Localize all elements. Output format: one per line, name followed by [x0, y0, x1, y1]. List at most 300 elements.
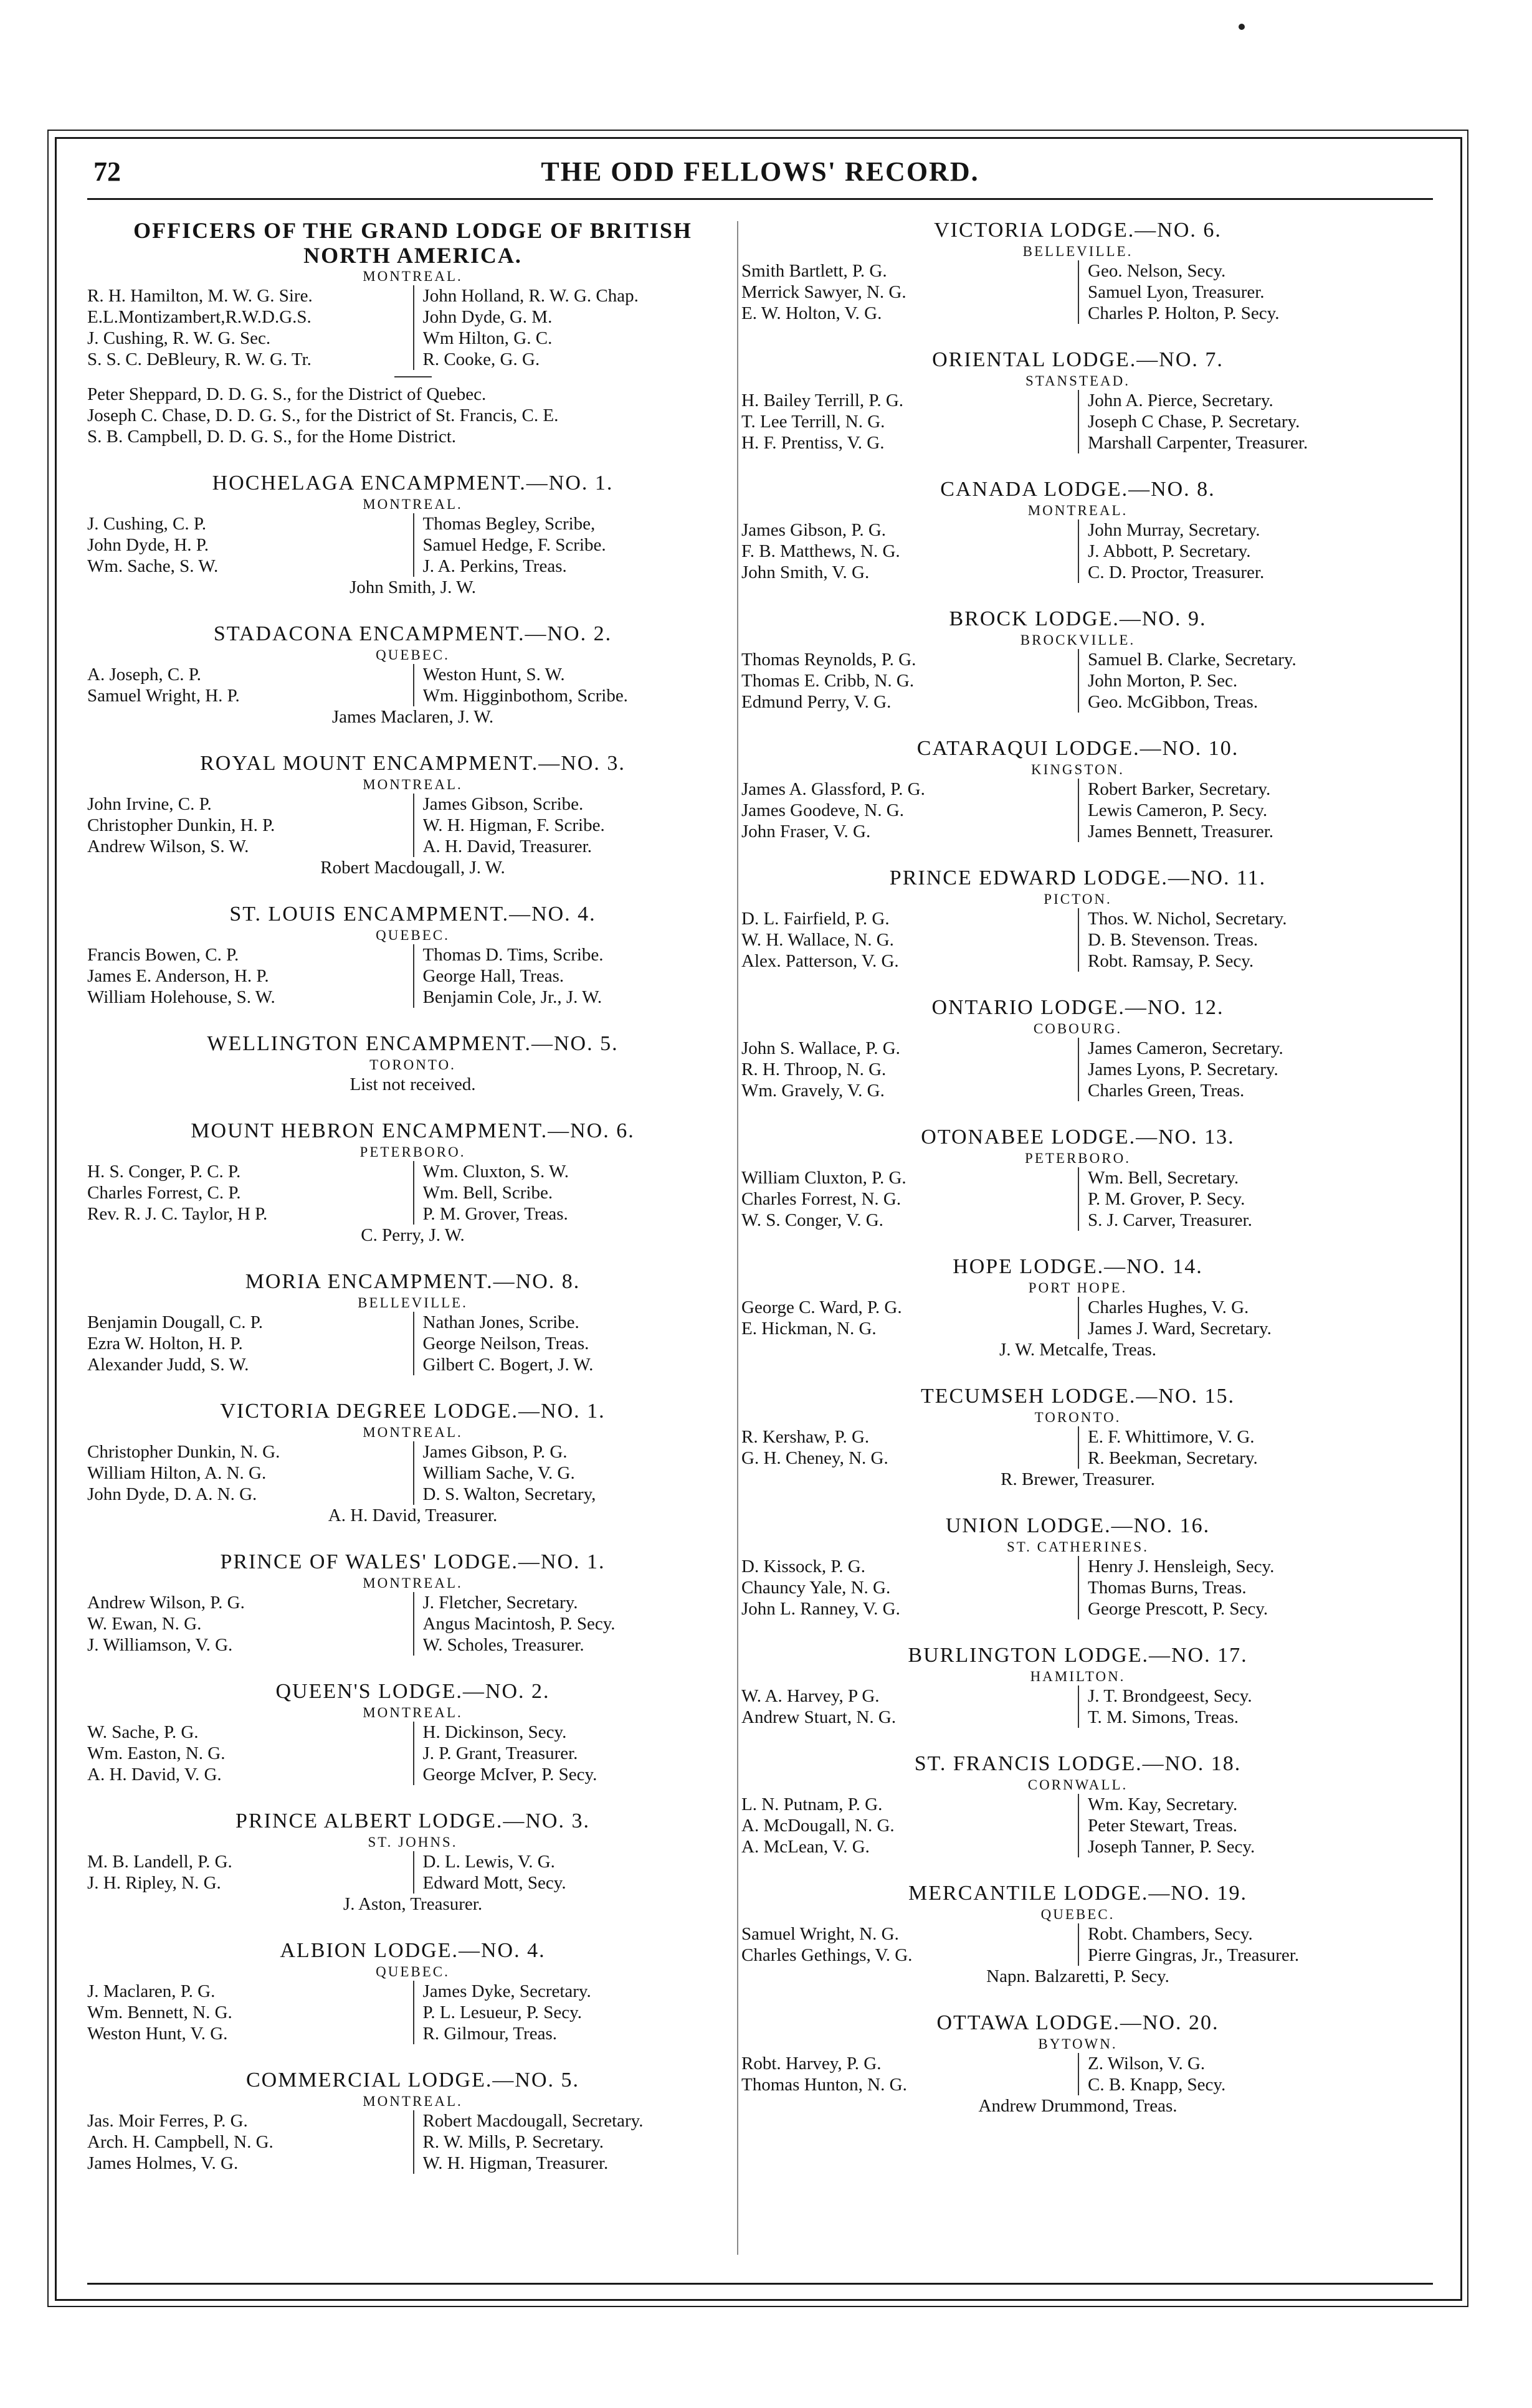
officer-entry: T. M. Simons, Treas.	[1088, 1707, 1239, 1727]
officer-entry: Merrick Sawyer, N. G.	[741, 282, 906, 302]
officer-entry: W. Ewan, N. G.	[87, 1614, 202, 1634]
footer-rule	[87, 2283, 1433, 2285]
officer-entry: John L. Ranney, V. G.	[741, 1599, 900, 1619]
officer-columns	[87, 1722, 738, 1785]
officer-entry: James Bennett, Treasurer.	[1088, 822, 1274, 841]
officers-left	[87, 664, 413, 706]
officer-entry: George C. Ward, P. G.	[741, 1297, 902, 1317]
lodge-place: KINGSTON.	[1031, 762, 1125, 777]
officer-entry: J. H. Ripley, N. G.	[87, 1873, 221, 1893]
officer-entry: Jas. Moir Ferres, P. G.	[87, 2111, 248, 2131]
officer-entry: Charles Gethings, V. G.	[741, 1945, 913, 1965]
officer-entry: Alex. Patterson, V. G.	[741, 951, 899, 971]
officer-entry: Arch. H. Campbell, N. G.	[87, 2132, 274, 2152]
lodge-section	[741, 348, 1414, 453]
officer-entry: H. Bailey Terrill, P. G.	[741, 391, 904, 410]
officer-entry: J. A. Perkins, Treas.	[422, 556, 567, 576]
officer-columns	[741, 260, 1414, 324]
officer-entry: Charles P. Holton, P. Secy.	[1088, 303, 1280, 323]
officer-entry: Robt. Ramsay, P. Secy.	[1088, 951, 1254, 971]
lodge-title: ALBION LODGE.—NO. 4.	[280, 1939, 546, 1962]
officer-entry: Wm. Cluxton, S. W.	[422, 1162, 569, 1182]
officer-entry: James Holmes, V. G.	[87, 2153, 239, 2173]
officer-footer: Robert Macdougall, J. W.	[320, 858, 505, 878]
lodge-place: QUEBEC.	[1040, 1907, 1115, 1922]
officer-entry: Joseph Tanner, P. Secy.	[1088, 1837, 1255, 1857]
officer-columns	[87, 513, 738, 577]
lodge-title: HOCHELAGA ENCAMPMENT.—NO. 1.	[212, 472, 614, 495]
page-number: 72	[93, 156, 121, 187]
officers-right	[1078, 1426, 1414, 1469]
lodge-place: COBOURG.	[1033, 1021, 1123, 1036]
officer-entry: J. Williamson, V. G.	[87, 1635, 233, 1655]
lodge-section	[87, 902, 738, 1008]
lodge-section	[741, 736, 1414, 842]
officer-entry: Benjamin Dougall, C. P.	[87, 1312, 263, 1332]
officers-right	[413, 1161, 739, 1225]
lodge-place: STANSTEAD.	[1025, 373, 1131, 389]
officer-entry: James Lyons, P. Secretary.	[1088, 1059, 1278, 1079]
officer-columns	[87, 1851, 738, 1894]
lodge-section	[87, 1269, 738, 1375]
officer-columns	[87, 2110, 738, 2174]
officer-entry: Thomas Hunton, N. G.	[741, 2075, 907, 2095]
officer-entry: Robt. Harvey, P. G.	[741, 2054, 882, 2074]
officer-entry: James Gibson, P. G.	[741, 520, 887, 540]
lodge-place: MONTREAL.	[363, 777, 463, 792]
officer-entry: Robert Barker, Secretary.	[1088, 779, 1271, 799]
officers-left	[87, 1722, 413, 1785]
officer-entry: R. W. Mills, P. Secretary.	[422, 2132, 604, 2152]
officer-entry: P. M. Grover, P. Secy.	[1088, 1189, 1245, 1209]
officer-entry: A. H. David, Treasurer.	[422, 837, 592, 856]
lodge-title: ST. FRANCIS LODGE.—NO. 18.	[914, 1752, 1242, 1775]
officer-columns	[87, 1441, 738, 1505]
lodge-title: ST. LOUIS ENCAMPMENT.—NO. 4.	[229, 903, 596, 926]
lodge-title: VICTORIA LODGE.—NO. 6.	[934, 219, 1222, 242]
officers-left	[741, 1297, 1078, 1339]
short-rule	[394, 376, 432, 377]
officer-entry: Thos. W. Nichol, Secretary.	[1088, 909, 1287, 929]
officer-entry: Edward Mott, Secy.	[422, 1873, 566, 1893]
officer-entry: H. S. Conger, P. C. P.	[87, 1162, 241, 1182]
officer-columns	[741, 1685, 1414, 1728]
officer-entry: E. Hickman, N. G.	[741, 1319, 877, 1339]
lodge-section	[87, 218, 738, 447]
officer-entry: D. L. Lewis, V. G.	[422, 1852, 555, 1872]
lodge-section	[87, 1550, 738, 1656]
officer-entry: Thomas E. Cribb, N. G.	[741, 671, 915, 691]
officer-entry: J. T. Brondgeest, Secy.	[1088, 1686, 1252, 1706]
lodge-section	[741, 1384, 1414, 1490]
officer-columns	[741, 1794, 1414, 1857]
lodge-section	[87, 1119, 738, 1246]
officers-left	[87, 794, 413, 857]
officer-entry: James Dyke, Secretary.	[422, 1981, 591, 2001]
lodge-title: COMMERCIAL LODGE.—NO. 5.	[245, 2069, 579, 2092]
officers-left	[741, 260, 1078, 324]
officer-footer: James Maclaren, J. W.	[331, 707, 494, 727]
officer-entry: J. Abbott, P. Secretary.	[1088, 541, 1251, 561]
officer-columns	[741, 649, 1414, 713]
lodge-title: PRINCE ALBERT LODGE.—NO. 3.	[236, 1809, 590, 1832]
officer-entry: William Hilton, A. N. G.	[87, 1463, 267, 1483]
lodge-section	[741, 2011, 1414, 2116]
officer-columns	[87, 944, 738, 1008]
officer-columns	[741, 1297, 1414, 1339]
officer-entry: Peter Stewart, Treas.	[1088, 1816, 1238, 1836]
lodge-section	[741, 1125, 1414, 1231]
officers-left	[87, 1441, 413, 1505]
officer-entry: Wm. Bennett, N. G.	[87, 2003, 232, 2022]
officer-entry: Wm Hilton, G. C.	[422, 328, 553, 348]
lodge-place: BELLEVILLE.	[358, 1295, 468, 1311]
officers-right	[413, 1851, 739, 1894]
officer-entry: Charles Forrest, N. G.	[741, 1189, 902, 1209]
officer-entry: George McIver, P. Secy.	[422, 1765, 597, 1785]
lodge-section	[87, 1809, 738, 1915]
officers-left	[741, 1038, 1078, 1101]
officers-left	[741, 1685, 1078, 1728]
officers-left	[87, 1161, 413, 1225]
officer-entry: R. Cooke, G. G.	[422, 349, 540, 369]
officer-entry: W. A. Harvey, P G.	[741, 1686, 880, 1706]
officer-entry: Charles Green, Treas.	[1088, 1081, 1245, 1101]
officer-entry: John A. Pierce, Secretary.	[1088, 391, 1273, 410]
officer-entry: R. Gilmour, Treas.	[422, 2024, 558, 2044]
officer-entry: Christopher Dunkin, H. P.	[87, 815, 275, 835]
officer-columns	[741, 2053, 1414, 2095]
officer-entry: J. Cushing, C. P.	[87, 514, 206, 534]
officer-entry: George Prescott, P. Secy.	[1088, 1599, 1268, 1619]
officer-entry: Geo. McGibbon, Treas.	[1088, 692, 1258, 712]
officers-left	[741, 908, 1078, 972]
officer-entry: Christopher Dunkin, N. G.	[87, 1442, 280, 1462]
lodge-section	[87, 1679, 738, 1785]
officer-columns	[87, 1312, 738, 1375]
officers-right	[1078, 908, 1414, 972]
officer-footer: Napn. Balzaretti, P. Secy.	[986, 1966, 1169, 1986]
lodge-title: OFFICERS OF THE GRAND LODGE OF BRITISH NORTH AMERICA.	[133, 218, 692, 268]
officer-entry: John Morton, P. Sec.	[1088, 671, 1238, 691]
officer-entry: James E. Anderson, H. P.	[87, 966, 269, 986]
officer-entry: E. W. Holton, V. G.	[741, 303, 882, 323]
officer-entry: Ezra W. Holton, H. P.	[87, 1334, 243, 1353]
officers-left	[741, 779, 1078, 842]
officer-entry: E. F. Whittimore, V. G.	[1088, 1427, 1255, 1447]
officer-entry: H. Dickinson, Secy.	[422, 1722, 567, 1742]
lodge-place: BYTOWN.	[1038, 2036, 1118, 2052]
officer-footer: C. Perry, J. W.	[361, 1225, 465, 1245]
officer-entry: Benjamin Cole, Jr., J. W.	[422, 987, 602, 1007]
ink-speck	[1239, 24, 1245, 30]
lodge-section	[87, 1399, 738, 1526]
officer-entry: Thomas D. Tims, Scribe.	[422, 945, 604, 965]
officer-entry: Weston Hunt, V. G.	[87, 2024, 228, 2044]
officer-entry: Nathan Jones, Scribe.	[422, 1312, 579, 1332]
officer-entry: Charles Hughes, V. G.	[1088, 1297, 1249, 1317]
officers-right	[413, 1592, 739, 1656]
officer-entry: S. S. C. DeBleury, R. W. G. Tr.	[87, 349, 312, 369]
officer-columns	[87, 1592, 738, 1656]
column-divider	[737, 221, 738, 2255]
lodge-title: UNION LODGE.—NO. 16.	[945, 1514, 1211, 1537]
lodge-title: VICTORIA DEGREE LODGE.—NO. 1.	[220, 1400, 606, 1423]
lodge-title: ROYAL MOUNT ENCAMPMENT.—NO. 3.	[200, 752, 626, 775]
officer-entry: William Cluxton, P. G.	[741, 1168, 906, 1188]
officer-entry: J. Maclaren, P. G.	[87, 1981, 216, 2001]
lodge-title: OTONABEE LODGE.—NO. 13.	[921, 1126, 1235, 1149]
officer-entry: John Dyde, G. M.	[422, 307, 553, 327]
officer-columns	[741, 908, 1414, 972]
running-title: THE ODD FELLOWS' RECORD.	[541, 156, 979, 187]
officers-right	[413, 2110, 739, 2174]
officer-entry: R. Beekman, Secretary.	[1088, 1448, 1258, 1468]
lodge-section	[741, 995, 1414, 1101]
lodge-section	[741, 477, 1414, 583]
officer-columns	[87, 1161, 738, 1225]
officers-right	[413, 1312, 739, 1375]
officer-entry: James J. Ward, Secretary.	[1088, 1319, 1272, 1339]
lodge-section	[741, 607, 1414, 713]
officer-entry: F. B. Matthews, N. G.	[741, 541, 900, 561]
officer-entry: A. Joseph, C. P.	[87, 665, 201, 685]
officer-columns	[741, 1556, 1414, 1619]
officer-entry: John Irvine, C. P.	[87, 794, 212, 814]
officer-entry: S. J. Carver, Treasurer.	[1088, 1210, 1252, 1230]
officer-entry: L. N. Putnam, P. G.	[741, 1794, 883, 1814]
officer-entry: Wm. Higginbothom, Scribe.	[422, 686, 628, 706]
officer-footer: J. W. Metcalfe, Treas.	[999, 1340, 1157, 1360]
lodge-title: ONTARIO LODGE.—NO. 12.	[931, 996, 1224, 1019]
officer-entry: Rev. R. J. C. Taylor, H P.	[87, 1204, 268, 1224]
lodge-title: ORIENTAL LODGE.—NO. 7.	[932, 348, 1224, 371]
officer-footer: A. H. David, Treasurer.	[328, 1505, 498, 1525]
officer-entry: Samuel Lyon, Treasurer.	[1088, 282, 1265, 302]
lodge-title: WELLINGTON ENCAMPMENT.—NO. 5.	[207, 1032, 619, 1055]
lodge-title: QUEEN'S LODGE.—NO. 2.	[275, 1680, 550, 1703]
officer-entry: P. M. Grover, Treas.	[422, 1204, 568, 1224]
lodge-title: PRINCE OF WALES' LODGE.—NO. 1.	[220, 1550, 606, 1573]
officers-right	[1078, 1167, 1414, 1231]
lodge-title: HOPE LODGE.—NO. 14.	[953, 1255, 1203, 1278]
lodge-place: PETERBORO.	[1025, 1150, 1131, 1166]
lodge-place: HAMILTON.	[1030, 1669, 1126, 1684]
officer-entry: William Holehouse, S. W.	[87, 987, 275, 1007]
officer-entry: W. S. Conger, V. G.	[741, 1210, 883, 1230]
lodge-section	[741, 1751, 1414, 1857]
officers-left	[87, 1981, 413, 2044]
officer-columns	[741, 1167, 1414, 1231]
officer-entry: D. L. Fairfield, P. G.	[741, 909, 890, 929]
officer-entry: John Murray, Secretary.	[1088, 520, 1260, 540]
lodge-section	[87, 2068, 738, 2174]
officers-left	[87, 2110, 413, 2174]
officers-right	[413, 1981, 739, 2044]
lodge-place: QUEBEC.	[376, 1964, 450, 1979]
officer-entry: Weston Hunt, S. W.	[422, 665, 565, 685]
lodge-title: PRINCE EDWARD LODGE.—NO. 11.	[889, 866, 1267, 889]
officers-right	[413, 1722, 739, 1785]
officer-entry: Henry J. Hensleigh, Secy.	[1088, 1557, 1275, 1576]
officers-right	[1078, 1794, 1414, 1857]
officers-right	[1078, 649, 1414, 713]
left-column	[87, 218, 738, 2197]
officer-entry: James Gibson, P. G.	[422, 1442, 568, 1462]
lodge-place: MONTREAL.	[1027, 503, 1128, 518]
officer-entry: E.L.Montizambert,R.W.D.G.S.	[87, 307, 312, 327]
lodge-place: ST. JOHNS.	[368, 1834, 458, 1850]
lodge-section	[741, 1881, 1414, 1987]
officers-right	[1078, 390, 1414, 453]
lodge-title: CANADA LODGE.—NO. 8.	[940, 478, 1216, 501]
lodge-section	[741, 1514, 1414, 1619]
officer-entry: R. H. Hamilton, M. W. G. Sire.	[87, 286, 313, 306]
officer-entry: W. H. Higman, F. Scribe.	[422, 815, 605, 835]
officer-entry: T. Lee Terrill, N. G.	[741, 412, 885, 432]
officers-left	[87, 1592, 413, 1656]
officers-left	[741, 1794, 1078, 1857]
lodge-section	[741, 1254, 1414, 1360]
officer-entry: W. Sache, P. G.	[87, 1722, 199, 1742]
officer-entry: Andrew Stuart, N. G.	[741, 1707, 897, 1727]
officer-entry: James Gibson, Scribe.	[422, 794, 584, 814]
officer-entry: Wm. Kay, Secretary.	[1088, 1794, 1238, 1814]
lodge-place: QUEBEC.	[376, 927, 450, 943]
officer-entry: Wm. Easton, N. G.	[87, 1743, 226, 1763]
officer-entry: James Cameron, Secretary.	[1088, 1038, 1283, 1058]
officers-left	[87, 513, 413, 577]
lodge-place: QUEBEC.	[376, 647, 450, 663]
officer-entry: P. L. Lesueur, P. Secy.	[422, 2003, 583, 2022]
officer-columns	[741, 390, 1414, 453]
lodge-place: MONTREAL.	[363, 1705, 463, 1720]
lodge-section	[741, 866, 1414, 972]
officer-entry: J. Cushing, R. W. G. Sec.	[87, 328, 271, 348]
lodge-place: MONTREAL.	[363, 268, 463, 284]
lodge-section	[87, 471, 738, 598]
officer-entry: James A. Glassford, P. G.	[741, 779, 925, 799]
officers-right	[413, 664, 739, 706]
officer-entry: Lewis Cameron, P. Secy.	[1088, 800, 1268, 820]
officer-columns	[741, 519, 1414, 583]
officers-left	[741, 1426, 1078, 1469]
officers-left	[741, 2053, 1078, 2095]
officer-entry: Charles Forrest, C. P.	[87, 1183, 241, 1203]
officer-entry: H. F. Prentiss, V. G.	[741, 433, 885, 453]
officer-columns	[741, 1426, 1414, 1469]
officer-entry: Chauncy Yale, N. G.	[741, 1578, 891, 1598]
lodge-place: TORONTO.	[369, 1057, 456, 1073]
officers-left	[87, 285, 413, 370]
lodge-section	[87, 1031, 738, 1095]
lodge-title: CATARAQUI LODGE.—NO. 10.	[916, 737, 1239, 760]
lodge-place: MONTREAL.	[363, 2093, 463, 2109]
officers-right	[1078, 2053, 1414, 2095]
deputy-entry: Peter Sheppard, D. D. G. S., for the District of Quebec.	[87, 384, 487, 404]
officer-entry: Andrew Wilson, S. W.	[87, 837, 249, 856]
lodge-title: STADACONA ENCAMPMENT.—NO. 2.	[213, 622, 612, 645]
officer-entry: D. B. Stevenson. Treas.	[1088, 930, 1258, 950]
header-rule	[87, 198, 1433, 200]
officer-entry: Wm. Bell, Scribe.	[422, 1183, 553, 1203]
lodge-section	[741, 1643, 1414, 1728]
officers-left	[741, 519, 1078, 583]
officers-left	[87, 944, 413, 1008]
officer-entry: J. P. Grant, Treasurer.	[422, 1743, 578, 1763]
officers-left	[741, 649, 1078, 713]
lodge-title: OTTAWA LODGE.—NO. 20.	[936, 2011, 1219, 2034]
lodge-place: MONTREAL.	[363, 1575, 463, 1591]
lodge-place: MONTREAL.	[363, 496, 463, 512]
officers-right	[1078, 1038, 1414, 1101]
deputy-entry: S. B. Campbell, D. D. G. S., for the Home District.	[87, 427, 457, 447]
officer-entry: James Goodeve, N. G.	[741, 800, 904, 820]
officer-entry: Samuel Wright, H. P.	[87, 686, 240, 706]
officer-entry: Geo. Nelson, Secy.	[1088, 261, 1226, 281]
officers-right	[1078, 1685, 1414, 1728]
officers-left	[87, 1851, 413, 1894]
officer-entry: Thomas Reynolds, P. G.	[741, 650, 916, 670]
right-column	[741, 218, 1414, 2140]
lodge-section	[87, 622, 738, 728]
officers-right	[1078, 1297, 1414, 1339]
officer-entry: John S. Wallace, P. G.	[741, 1038, 900, 1058]
lodge-title: BROCK LODGE.—NO. 9.	[949, 607, 1207, 630]
officer-entry: Angus Macintosh, P. Secy.	[422, 1614, 616, 1634]
officers-right	[413, 513, 739, 577]
officer-entry: Robert Macdougall, Secretary.	[422, 2111, 644, 2131]
officers-right	[1078, 779, 1414, 842]
officer-entry: Marshall Carpenter, Treasurer.	[1088, 433, 1308, 453]
officer-columns	[87, 285, 738, 370]
officer-entry: M. B. Landell, P. G.	[87, 1852, 232, 1872]
lodge-place: MONTREAL.	[363, 1424, 463, 1440]
officers-right	[413, 1441, 739, 1505]
officer-entry: Thomas Burns, Treas.	[1088, 1578, 1247, 1598]
officer-entry: D. Kissock, P. G.	[741, 1557, 865, 1576]
officer-entry: Samuel Hedge, F. Scribe.	[422, 535, 606, 555]
officer-footer: List not received.	[350, 1074, 476, 1094]
officer-columns	[741, 1923, 1414, 1966]
officer-entry: John Fraser, V. G.	[741, 822, 871, 841]
officer-entry: R. Kershaw, P. G.	[741, 1427, 870, 1447]
lodge-place: BROCKVILLE.	[1020, 632, 1136, 648]
officer-footer: John Smith, J. W.	[349, 577, 477, 597]
officer-entry: Thomas Begley, Scribe,	[422, 514, 596, 534]
lodge-place: PICTON.	[1044, 891, 1112, 907]
officer-entry: W. Scholes, Treasurer.	[422, 1635, 584, 1655]
lodge-place: ST. CATHERINES.	[1007, 1539, 1149, 1555]
officer-entry: J. Fletcher, Secretary.	[422, 1593, 578, 1613]
officers-right	[1078, 1923, 1414, 1966]
officer-entry: Samuel Wright, N. G.	[741, 1924, 899, 1944]
lodge-section	[741, 218, 1414, 324]
officer-entry: A. H. David, V. G.	[87, 1765, 222, 1785]
officer-entry: Smith Bartlett, P. G.	[741, 261, 887, 281]
officer-entry: John Smith, V. G.	[741, 562, 870, 582]
officer-entry: Edmund Perry, V. G.	[741, 692, 892, 712]
officer-footer: R. Brewer, Treasurer.	[1001, 1469, 1155, 1489]
officers-right	[1078, 1556, 1414, 1619]
officer-entry: Joseph C Chase, P. Secretary.	[1088, 412, 1300, 432]
officer-entry: W. H. Higman, Treasurer.	[422, 2153, 609, 2173]
lodge-place: PORT HOPE.	[1028, 1280, 1128, 1296]
lodge-title: TECUMSEH LODGE.—NO. 15.	[920, 1385, 1235, 1408]
officer-entry: C. B. Knapp, Secy.	[1088, 2075, 1226, 2095]
officer-entry: A. McLean, V. G.	[741, 1837, 870, 1857]
officer-columns	[87, 794, 738, 857]
